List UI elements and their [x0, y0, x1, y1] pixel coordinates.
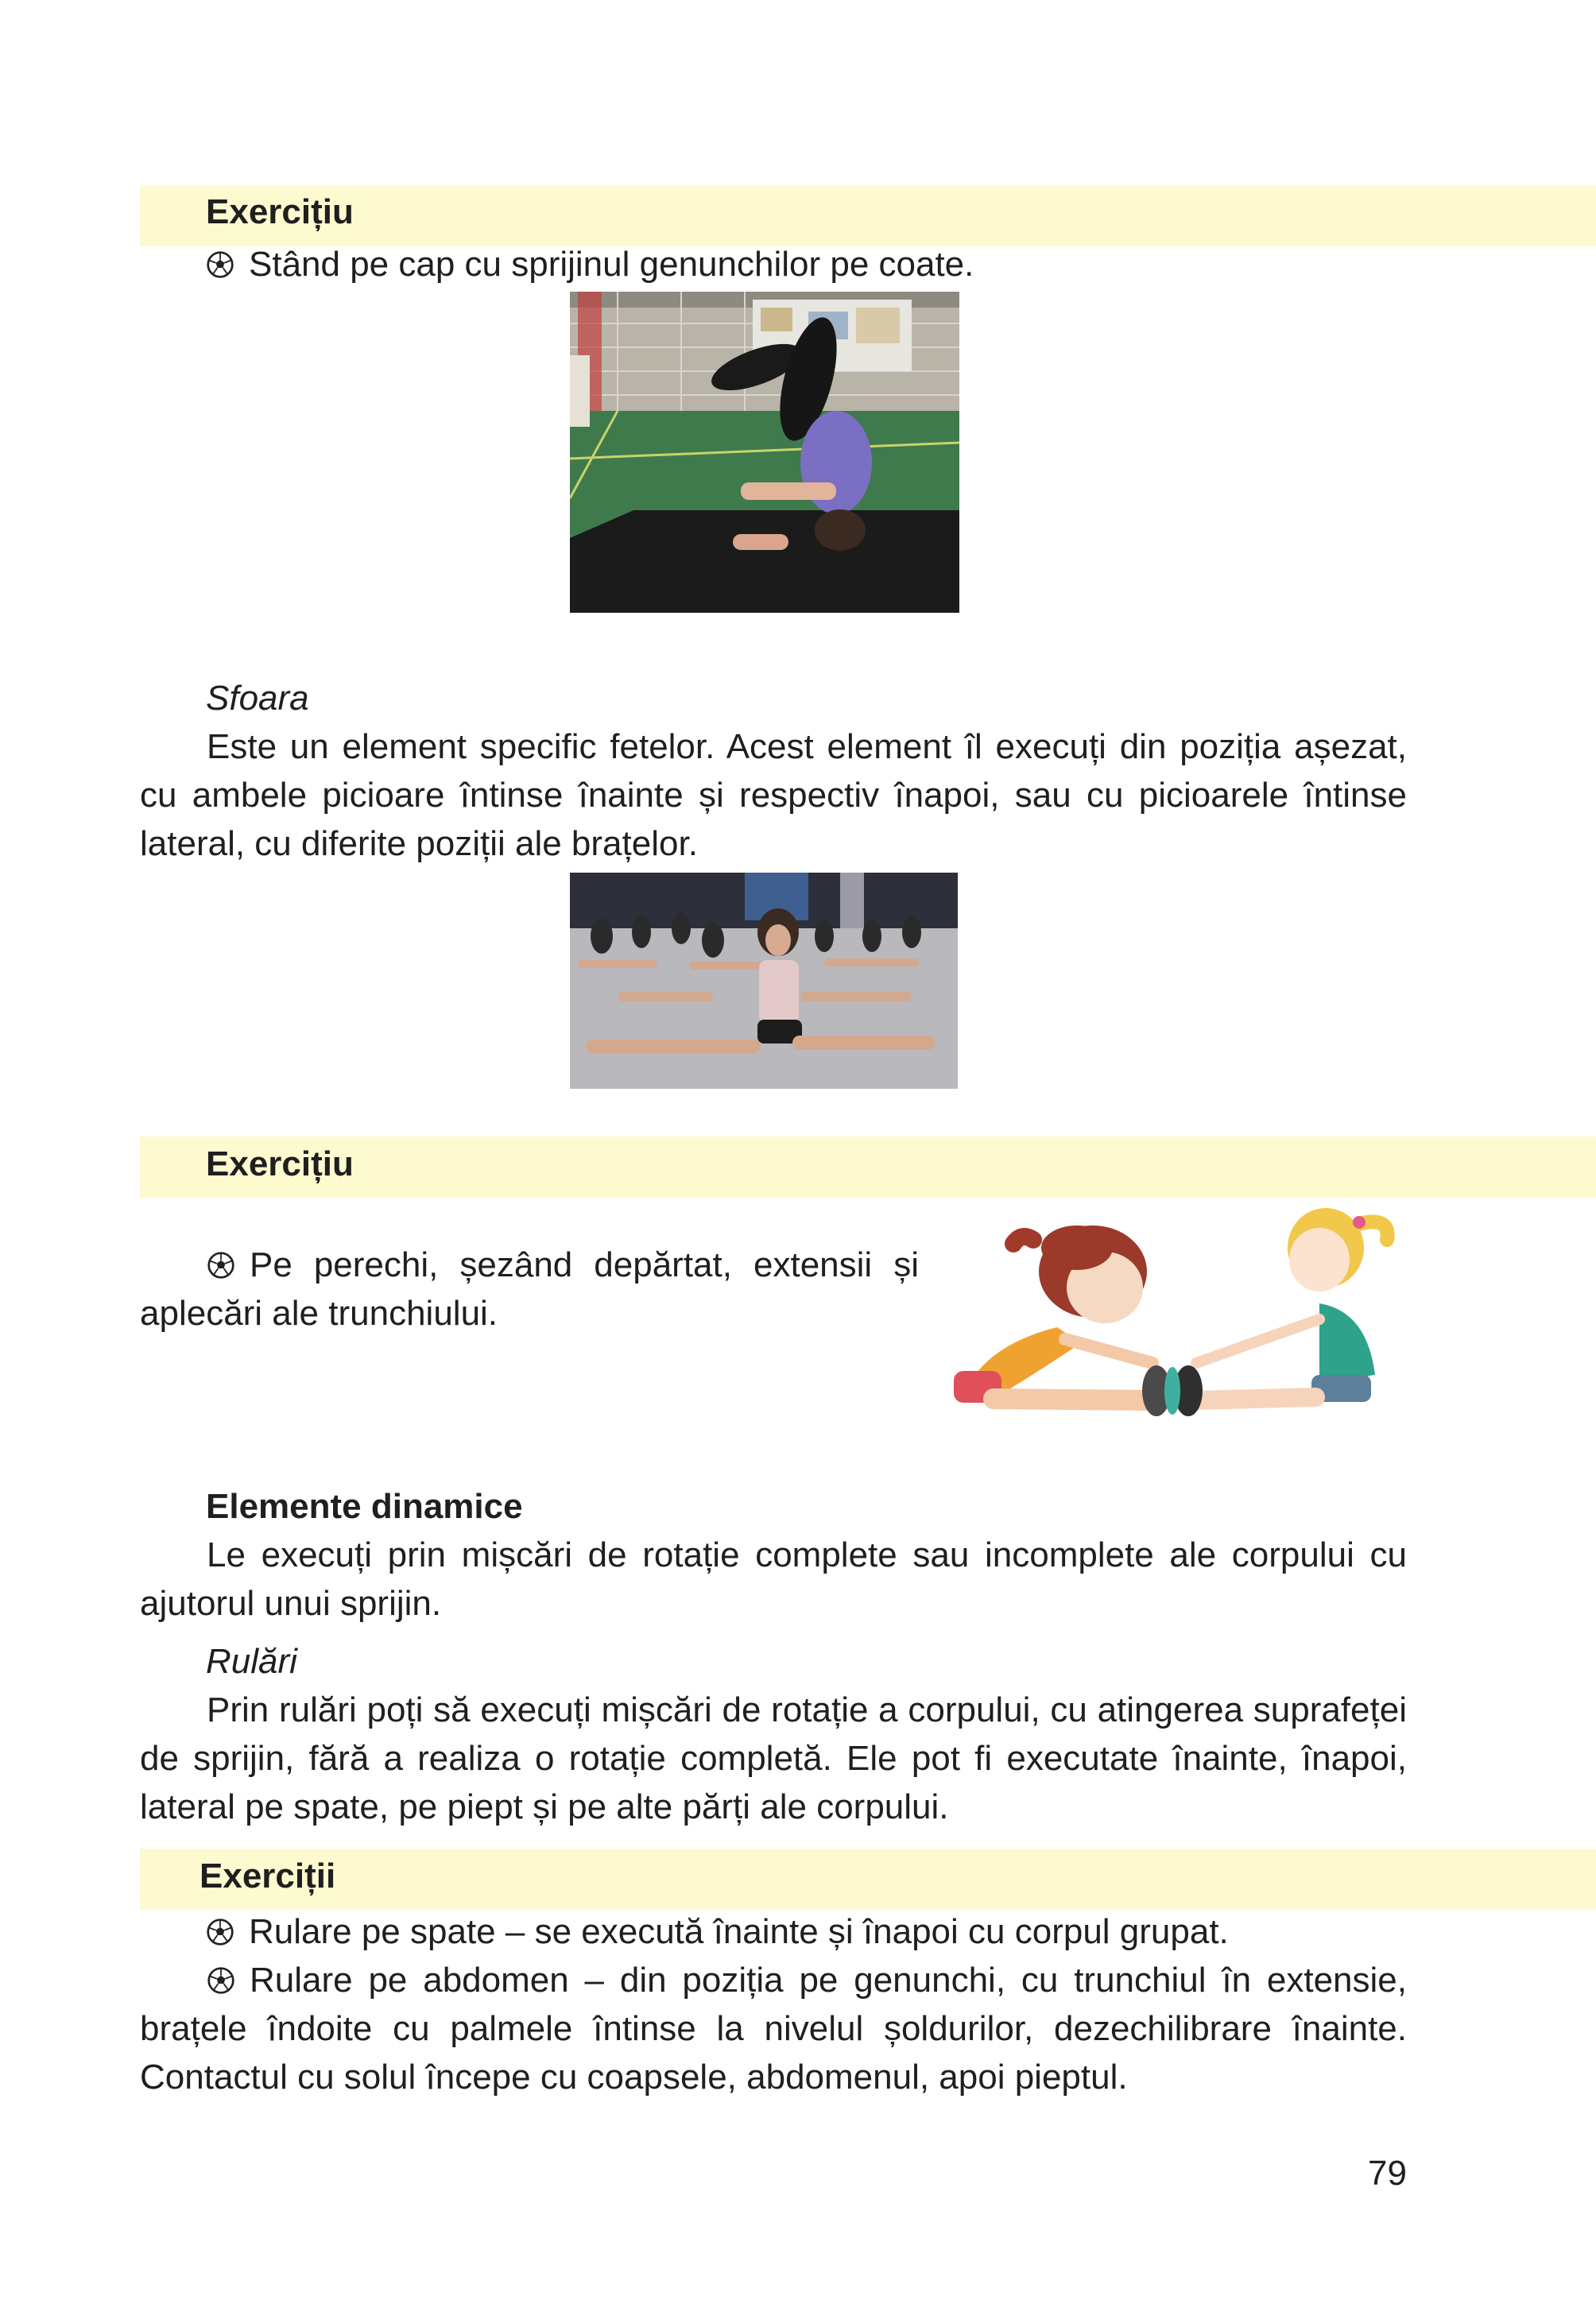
- exercise-band-3: [140, 1849, 1596, 1910]
- exercise-title-3: Exerciții: [200, 1857, 336, 1895]
- exercise-item-text: Rulare pe abdomen – din poziția pe genunchi, cu trunchiul în extensie, brațele îndoite cu palmele întinse la nivelul șoldurilor, dezechilibrare înainte. Contactul cu solul începe cu coapsele, abdomenul, apoi pieptul.: [140, 1961, 1407, 2097]
- paragraph-rulari: Prin rulări poți să execuți mișcări de rotație a corpului, cu atingerea suprafeței de sprijin, fără a realiza o rotație completă. Ele pot fi executate înainte, înapoi, lateral pe spate, pe piept și pe alte părți ale corpului.: [140, 1690, 1407, 1826]
- headstand-photo: [570, 292, 959, 613]
- exercise-item-2: [140, 1241, 919, 1338]
- soccer-ball-icon: [206, 250, 234, 279]
- exercise-item-1: [206, 240, 1398, 288]
- page-number: 79: [1368, 2154, 1407, 2193]
- exercise-band-1: [140, 185, 1596, 246]
- paragraph-dinamice: Le execuți prin mișcări de rotație complete sau incomplete ale corpului cu ajutorul unui sprijin.: [140, 1535, 1407, 1623]
- section-heading-dinamice: Elemente dinamice: [206, 1487, 523, 1526]
- stretching-illustration: [946, 1192, 1415, 1446]
- exercise-item-text: Rulare pe spate – se execută înainte și înapoi cu corpul grupat.: [249, 1912, 1229, 1951]
- section-heading-sfoara: Sfoara: [206, 679, 309, 718]
- exercise-item-text: Pe perechi, șezând depărtat, extensii și aplecări ale trunchiului.: [140, 1245, 919, 1333]
- exercise-band-2: [140, 1136, 1596, 1198]
- exercise-item-text: Stând pe cap cu sprijinul genunchilor pe coate.: [249, 245, 974, 284]
- soccer-ball-icon: [207, 1251, 235, 1280]
- exercise-title-2: Exercițiu: [206, 1144, 354, 1183]
- paragraph-sfoara: Este un element specific fetelor. Acest element îl execuți din poziția așezat, cu ambele picioare întinse înainte și respectiv înapoi, sau cu picioarele întinse lateral, cu diferite poziții ale brațelor.: [140, 727, 1407, 863]
- splits-photo: [570, 873, 958, 1089]
- exercise-item-3a: [206, 1907, 1398, 1956]
- soccer-ball-icon: [207, 1966, 235, 1995]
- exercise-item-3b: [140, 1956, 1407, 2101]
- exercise-title-1: Exercițiu: [206, 192, 354, 231]
- section-heading-rulari: Rulări: [206, 1642, 297, 1681]
- soccer-ball-icon: [206, 1918, 234, 1946]
